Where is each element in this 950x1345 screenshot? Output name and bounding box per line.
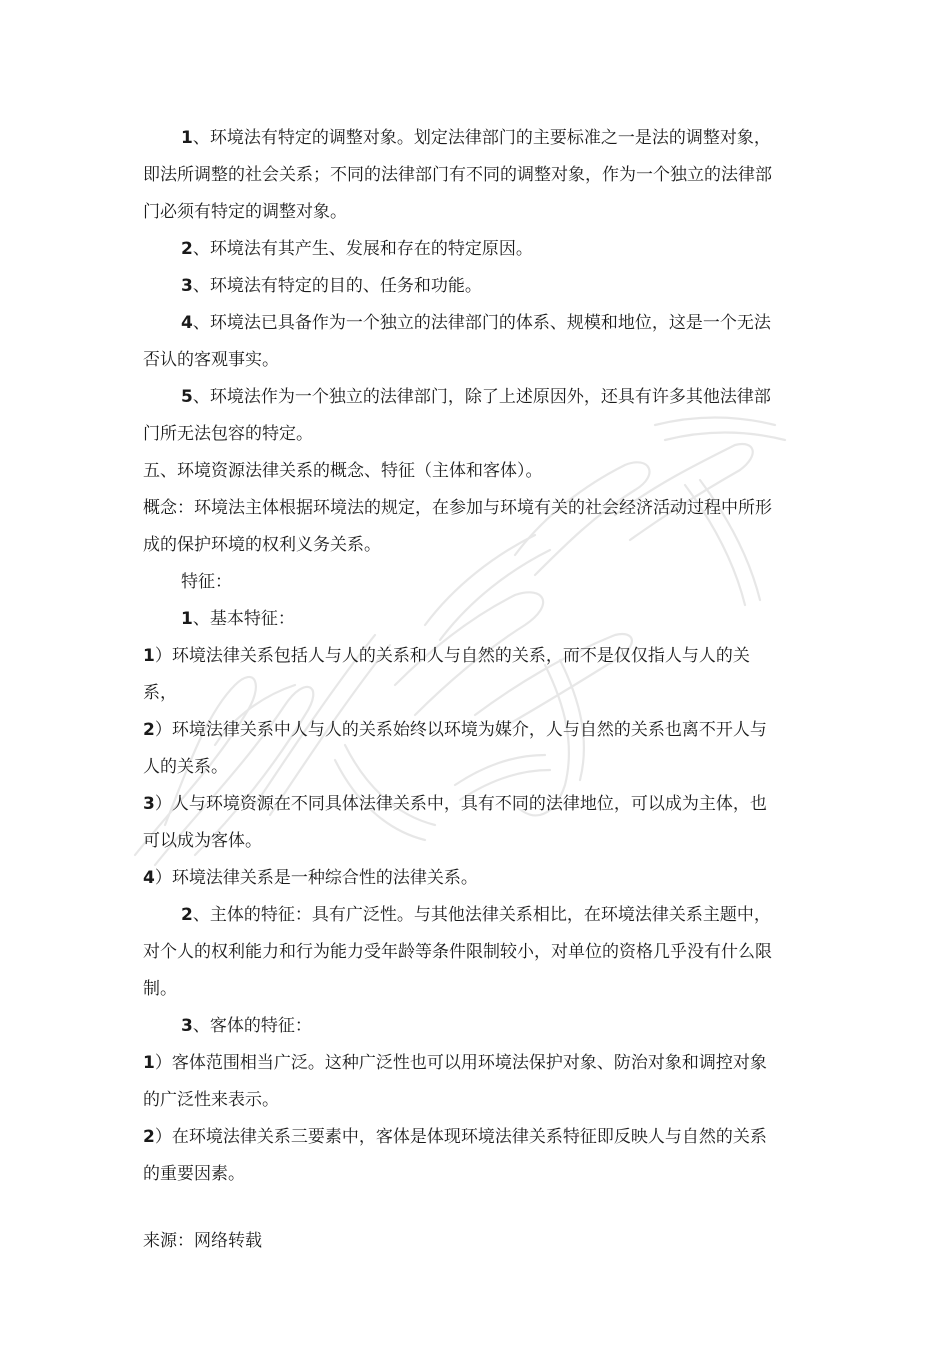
paragraph-text: 、环境法作为一个独立的法律部门，除了上述原因外，还具有许多其他法律部门所无法包容的特定。 xyxy=(143,387,771,444)
basic-item-3 xyxy=(143,786,773,860)
paragraph-text: 、环境法有其产生、发展和存在的特定原因。 xyxy=(192,239,533,259)
paragraph-text: 、环境法有特定的调整对象。划定法律部门的主要标准之一是法的调整对象，即法所调整的社会关系；不同的法律部门有不同的调整对象，作为一个独立的法律部门必须有特定的调整对象。 xyxy=(143,128,772,222)
paragraph-number: 3 xyxy=(181,1016,193,1036)
basic-features-heading xyxy=(143,601,773,638)
basic-item-1 xyxy=(143,638,773,712)
item-number: 4 xyxy=(143,868,155,888)
paragraph-number: 3 xyxy=(181,276,193,296)
paragraph-number: 1 xyxy=(181,128,193,148)
paragraph-3 xyxy=(143,268,773,305)
paragraph-text: 、环境法有特定的目的、任务和功能。 xyxy=(192,276,482,296)
item-text: ）客体范围相当广泛。这种广泛性也可以用环境法保护对象、防治对象和调控对象的广泛性来表示。 xyxy=(143,1053,767,1110)
item-number: 2 xyxy=(143,1127,155,1147)
item-number: 1 xyxy=(143,1053,155,1073)
item-text: ）环境法律关系是一种综合性的法律关系。 xyxy=(154,868,478,888)
paragraph-1 xyxy=(143,120,773,231)
paragraph-text: 、客体的特征： xyxy=(192,1016,312,1036)
item-text: ）在环境法律关系三要素中，客体是体现环境法律关系特征即反映人与自然的关系的重要因素。 xyxy=(143,1127,767,1184)
item-number: 1 xyxy=(143,646,155,666)
paragraph-number: 2 xyxy=(181,905,193,925)
paragraph-4 xyxy=(143,305,773,379)
features-label: 特征： xyxy=(181,572,232,592)
paragraph-number: 4 xyxy=(181,313,193,333)
paragraph-5 xyxy=(143,379,773,453)
item-number: 3 xyxy=(143,794,155,814)
paragraph-number: 2 xyxy=(181,239,193,259)
subject-features-paragraph xyxy=(143,897,773,1008)
source-line: 来源：网络转载 xyxy=(143,1231,262,1251)
item-text: ）环境法律关系包括人与人的关系和人与自然的关系，而不是仅仅指人与人的关系， xyxy=(143,646,750,703)
object-item-1 xyxy=(143,1045,773,1119)
item-text: ）环境法律关系中人与人的关系始终以环境为媒介，人与自然的关系也离不开人与人的关系。 xyxy=(143,720,767,777)
paragraph-text: 、基本特征： xyxy=(192,609,295,629)
paragraph-number: 5 xyxy=(181,387,193,407)
paragraph-text: 、主体的特征：具有广泛性。与其他法律关系相比，在环境法律关系主题中，对个人的权利能力和行为能力受年龄等条件限制较小，对单位的资格几乎没有什么限制。 xyxy=(143,905,772,999)
object-item-2 xyxy=(143,1119,773,1193)
paragraph-text: 、环境法已具备作为一个独立的法律部门的体系、规模和地位，这是一个无法否认的客观事实。 xyxy=(143,313,771,370)
document-body xyxy=(143,120,773,1260)
item-text: ）人与环境资源在不同具体法律关系中，具有不同的法律地位，可以成为主体，也可以成为客体。 xyxy=(143,794,767,851)
basic-item-2 xyxy=(143,712,773,786)
basic-item-4 xyxy=(143,860,773,897)
item-number: 2 xyxy=(143,720,155,740)
section-heading: 五、环境资源法律关系的概念、特征（主体和客体）。 xyxy=(143,461,543,481)
paragraph-2 xyxy=(143,231,773,268)
concept-paragraph: 概念：环境法主体根据环境法的规定，在参加与环境有关的社会经济活动过程中所形成的保护环境的权利义务关系。 xyxy=(143,498,772,555)
paragraph-number: 1 xyxy=(181,609,193,629)
object-features-heading xyxy=(143,1008,773,1045)
